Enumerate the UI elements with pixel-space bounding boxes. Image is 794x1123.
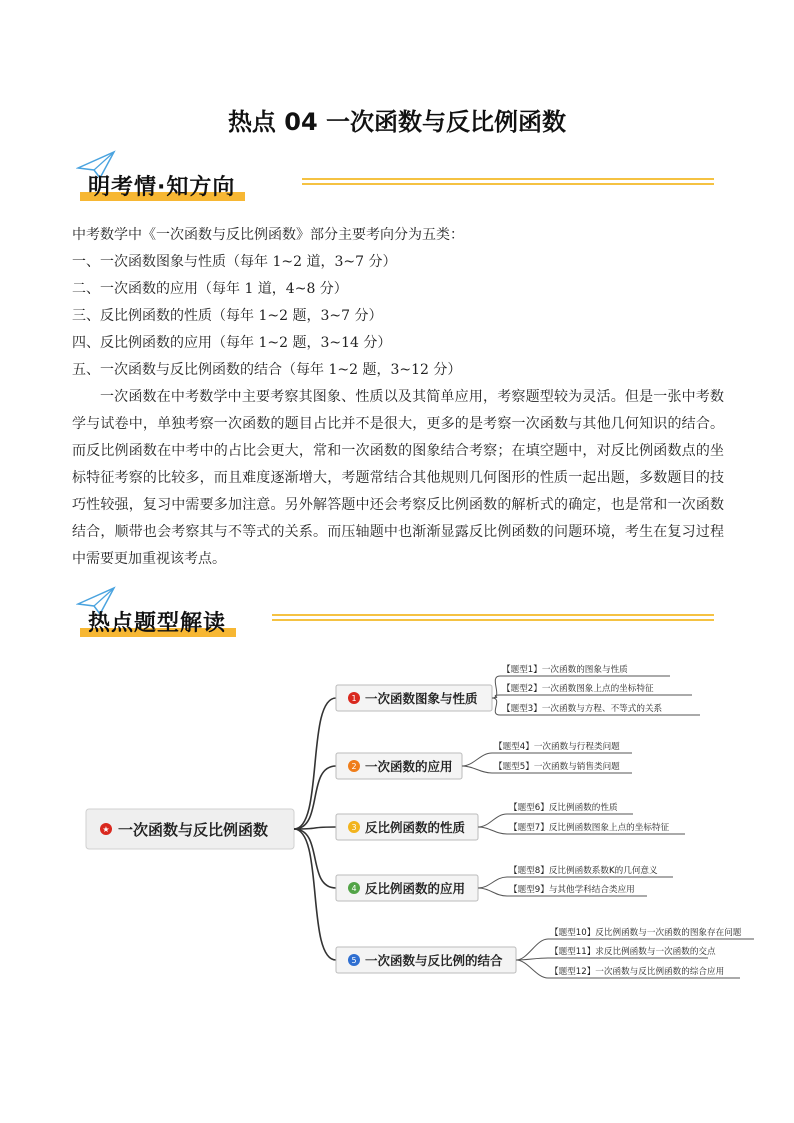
leaf-label: 【题型2】一次函数图象上点的坐标特征 bbox=[502, 684, 654, 694]
direction-item: 三、反比例函数的性质（每年 1~2 题，3~7 分） bbox=[72, 308, 383, 324]
section-banner-exam-trends bbox=[72, 150, 722, 210]
leaf-label: 【题型12】一次函数与反比例函数的综合应用 bbox=[550, 967, 725, 977]
leaf-connector bbox=[478, 814, 507, 827]
leaf-label: 【题型10】反比例函数与一次函数的图象存在问题 bbox=[550, 928, 742, 938]
leaf-connector bbox=[516, 960, 548, 978]
mind-map bbox=[0, 650, 794, 1010]
intro-line: 中考数学中《一次函数与反比例函数》部分主要考向分为五类： bbox=[72, 227, 464, 243]
leaf-connector bbox=[478, 888, 507, 896]
leaf-label: 【题型8】反比例函数系数K的几何意义 bbox=[509, 866, 658, 876]
branch-connector bbox=[294, 829, 336, 960]
leaf-label: 【题型5】一次函数与销售类问题 bbox=[494, 762, 620, 772]
branch-number: 5 bbox=[351, 956, 357, 965]
branch-label: 一次函数的应用 bbox=[365, 759, 453, 774]
direction-item: 二、一次函数的应用（每年 1 道，4~8 分） bbox=[72, 281, 348, 297]
leaf-label: 【题型4】一次函数与行程类问题 bbox=[494, 742, 620, 752]
section-banner-hot-topics bbox=[72, 586, 722, 646]
leaf-connector bbox=[478, 877, 507, 888]
root-node-label: 一次函数与反比例函数 bbox=[118, 821, 269, 839]
leaf-connector bbox=[462, 766, 492, 773]
page-title: 热点 04 一次函数与反比例函数 bbox=[227, 108, 567, 136]
branch-label: 反比例函数的性质 bbox=[365, 820, 466, 835]
branch-number: 1 bbox=[351, 694, 357, 703]
leaf-connector bbox=[478, 827, 507, 834]
branch-label: 反比例函数的应用 bbox=[365, 881, 466, 896]
section-heading: 热点题型解读 bbox=[80, 606, 236, 637]
section-heading: 明考情·知方向 bbox=[80, 170, 245, 201]
analysis-paragraph: 一次函数在中考数学中主要考察其图象、性质以及其简单应用，考察题型较为灵活。但是一张中考数学与试卷中，单独考察一次函数的题目占比并不是很大，更多的是考察一次函数与其他几何知识的结合。而反比例函数在中考中的占比会更大，常和一次函数的图象结合考察；在填空题中，对反比例函数点的坐标特征考察的比较多，而且难度逐渐增大，考题常结合其他规则几何图形的性质一起出题，多数题目的技巧性较强，复习中需要多加注意。另外解答题中还会考察反比例函数的解析式的确定，也是常和一次函数结合，顺带也会考察其与不等式的关系。而压轴题中也渐渐显露反比例函数的问题环境，考生在复习过程中需要更加重视该考点。 bbox=[72, 389, 724, 567]
mind-map-branches bbox=[294, 663, 754, 978]
branch-connector bbox=[294, 829, 336, 888]
leaf-connector bbox=[516, 939, 548, 960]
leaf-label: 【题型3】一次函数与方程、不等式的关系 bbox=[502, 704, 663, 714]
direction-item: 五、一次函数与反比例函数的结合（每年 1~2 题，3~12 分） bbox=[72, 362, 462, 378]
branch-label: 一次函数图象与性质 bbox=[365, 691, 478, 706]
branch-label: 一次函数与反比例的结合 bbox=[365, 953, 503, 968]
leaf-connector bbox=[492, 698, 500, 715]
branch-connector bbox=[294, 766, 336, 829]
banner-lines bbox=[302, 178, 714, 188]
branch-number: 2 bbox=[351, 762, 357, 771]
leaf-label: 【题型6】反比例函数的性质 bbox=[509, 803, 618, 813]
star-glyph: ★ bbox=[102, 825, 110, 834]
direction-item: 一、一次函数图象与性质（每年 1~2 道，3~7 分） bbox=[72, 254, 397, 270]
leaf-connector bbox=[462, 753, 492, 766]
leaf-label: 【题型11】求反比例函数与一次函数的交点 bbox=[550, 947, 716, 957]
banner-lines bbox=[272, 614, 714, 624]
leaf-label: 【题型1】一次函数的图象与性质 bbox=[502, 665, 628, 675]
branch-number: 4 bbox=[351, 884, 357, 893]
direction-item: 四、反比例函数的应用（每年 1~2 题，3~14 分） bbox=[72, 335, 392, 351]
leaf-label: 【题型7】反比例函数图象上点的坐标特征 bbox=[509, 823, 670, 833]
branch-connector bbox=[294, 698, 336, 829]
branch-number: 3 bbox=[351, 823, 357, 832]
exam-direction-text bbox=[72, 222, 724, 573]
leaf-connector bbox=[492, 695, 500, 698]
leaf-label: 【题型9】与其他学科结合类应用 bbox=[509, 885, 635, 895]
